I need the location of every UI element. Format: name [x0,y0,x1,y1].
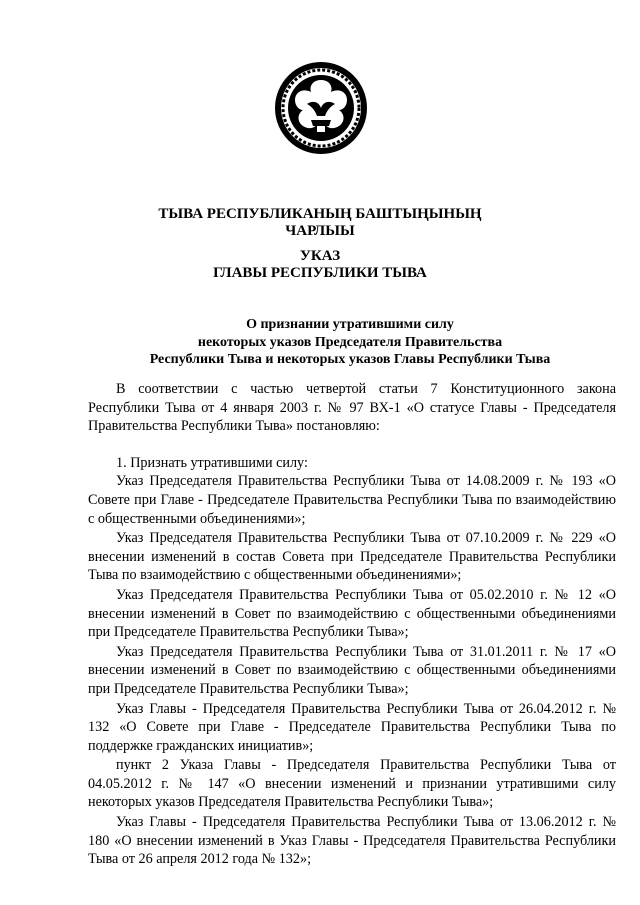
header-line-3: УКАЗ [299,248,341,264]
list-item: Указ Председателя Правительства Республики Тыва от 05.02.2010 г. № 12 «О внесении изменений в Совет по взаимодействию с общественными объединениями при Председателе Правительства Республики Тыва»; [88,586,616,641]
header-line-2: ЧАРЛЫЫ [285,223,355,239]
document-body [88,380,616,870]
coat-of-arms-emblem [273,60,369,156]
list-item: Указ Председателя Правительства Республики Тыва от 14.08.2009 г. № 193 «О Совете при Главе - Председателе Правительства Республики Тыва по взаимодействию с общественными объединениями»; [88,473,616,527]
preamble-paragraph: В соответствии с частью четвертой статьи 7 Конституционного закона Республики Тыва от 4 января 2003 г. № 97 ВХ-1 «О статусе Главы - Председателя Правительства Республики Тыва» постановляю: [88,381,616,435]
list-item: пункт 2 Указа Главы - Председателя Правительства Республики Тыва от 04.05.2012 г. № 147 «О внесении изменений и признании утратившими силу некоторых указов Председателя Правительства Республики Тыва»; [88,757,616,811]
title-line-2: некоторых указов Председателя Правительства [197,334,503,350]
header-line-4: ГЛАВЫ РЕСПУБЛИКИ ТЫВА [213,265,427,281]
header-russian [0,248,640,282]
list-item: Указ Главы - Председателя Правительства Республики Тыва от 26.04.2012 г. № 132 «О Совете при Главе - Председателе Правительства Республики Тыва по поддержке гражданских инициатив»; [88,700,616,754]
title-line-3: Республики Тыва и некоторых указов Главы Республики Тыва [149,352,551,367]
list-item: Указ Председателя Правительства Республики Тыва от 31.01.2011 г. № 17 «О внесении изменений в Совет по взаимодействию с общественными объединениями при Председателе Правительства Республики Тыва»; [88,643,616,697]
header-tuvan [0,206,640,240]
point-1: 1. Признать утратившими силу: [116,454,308,471]
list-item: Указ Председателя Правительства Республики Тыва от 07.10.2009 г. № 229 «О внесении изменений в состав Совета при Председателе Правительства Республики Тыва по взаимодействию с общественными объединениями»; [88,530,616,584]
list-item: Указ Главы - Председателя Правительства Республики Тыва от 13.06.2012 г. № 180 «О внесении изменений в Указ Главы - Председателя Правительства Республики Тыва от 26 апреля 2012 года № 132»; [88,814,616,868]
header-line-1: ТЫВА РЕСПУБЛИКАНЫҢ БАШТЫҢЫНЫҢ [158,206,482,222]
document-title [60,316,640,369]
title-line-1: О признании утратившими силу [246,317,454,332]
